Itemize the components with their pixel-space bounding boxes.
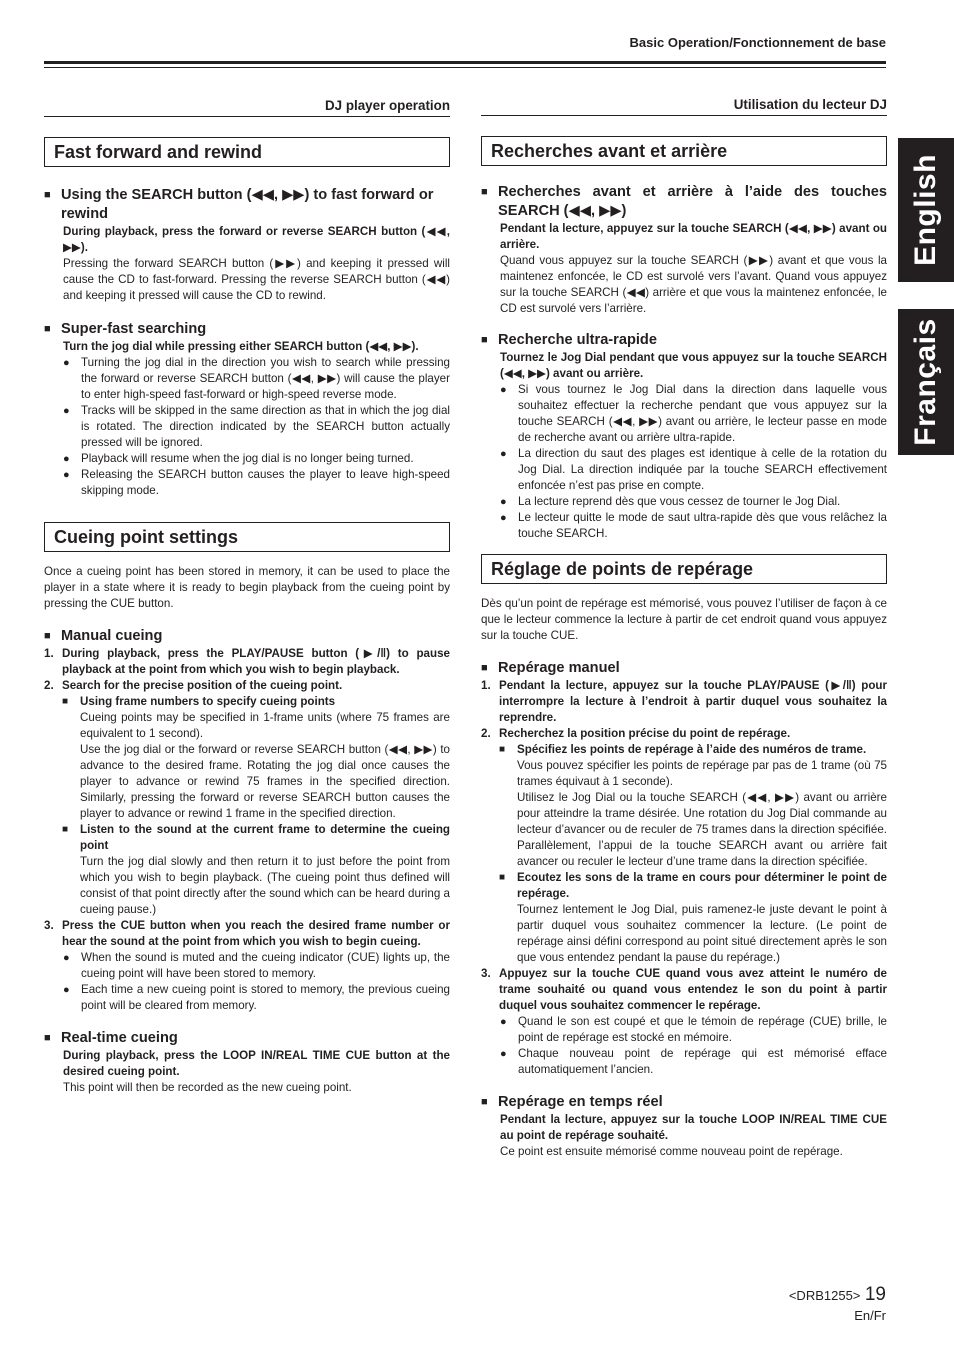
instruction: During playback, press the forward or reverse SEARCH button (◀◀, ▶▶). (63, 225, 450, 254)
dot-icon: ● (63, 984, 70, 996)
bullet-item: ● When the sound is muted and the cueing indicator (CUE) lights up, the cueing point will have been stored to memory. (63, 951, 450, 980)
bullet-item: ● Le lecteur quitte le mode de saut ultra-rapide dès que vous relâchez la touche SEARCH. (500, 511, 887, 540)
instruction: Pendant la lecture, appuyez sur la touche SEARCH (◀◀, ▶▶) avant ou arrière. (500, 222, 887, 251)
tab-francais: Français (898, 309, 954, 455)
dot-icon: ● (63, 405, 70, 417)
step: 1. During playback, press the PLAY/PAUSE button (▶/ǁ) to pause playback at the point from which you wish to begin playback. (44, 647, 450, 676)
subheading: ■ Real-time cueing (44, 1030, 178, 1046)
body-text: Utilisez le Jog Dial ou la touche SEARCH (◀◀, ▶▶) avant ou arrière pour atteindre la trame désirée. Une rotation du Jog Dial commande au lecteur d’avancer ou de reculer de 75 trames dans la direction spécifiée. Parallèlement, l’appui de la touche SEARCH avant ou arrière fait avancer ou reculer le lecteur d’une trame dans la direction spécifiée. (517, 791, 887, 868)
subheading: ■ Repérage manuel (481, 660, 620, 676)
dot-icon: ● (500, 1048, 507, 1060)
intro-text: Dès qu’un point de repérage est mémorisé, vous pouvez l’utiliser de façon à ce que le lecteur commence la lecture à partir de cet endroit quand vous appuyez sur la touche CUE. (481, 597, 887, 642)
intro-text: Once a cueing point has been stored in memory, it can be used to place the player in a state where it is ready to begin playback from the cueing point by pressing the CUE button. (44, 565, 450, 610)
subheading: ■ Super-fast searching (44, 321, 207, 337)
heading-fast-forward: Fast forward and rewind (44, 137, 450, 167)
step: 1. Pendant la lecture, appuyez sur la touche PLAY/PAUSE (▶/ǁ) pour interrompre la lecture à l’endroit à partir duquel vous souhaitez la reprendre. (481, 679, 887, 724)
dot-icon: ● (63, 357, 70, 369)
bullet-item: ● Each time a new cueing point is stored to memory, the previous cueing point will be cleared from memory. (63, 983, 450, 1012)
running-header: Basic Operation/Fonctionnement de base (629, 35, 886, 50)
bullet-item: ● La direction du saut des plages est identique à celle de la rotation du Jog Dial. La direction indiquée par la touche SEARCH effectivement enfoncée n’est pas prise en compte. (500, 447, 887, 492)
square-bullet-icon: ■ (44, 323, 51, 335)
section-title: Utilisation du lecteur DJ (481, 97, 887, 116)
header-rule-thick (44, 61, 886, 64)
square-bullet-icon: ■ (62, 696, 69, 707)
body-text: This point will then be recorded as the new cueing point. (63, 1081, 352, 1094)
bullet-item: ● Quand le son est coupé et que le témoin de repérage (CUE) brille, le point de repérage est stocké en mémoire. (500, 1015, 887, 1044)
body-text: Ce point est ensuite mémorisé comme nouveau point de repérage. (500, 1145, 843, 1158)
body-text: Use the jog dial or the forward or reverse SEARCH button (◀◀, ▶▶) to advance to the desired frame. Rotating the jog dial once causes the player to advance or rewind 75 frames in the specified direction. Similarly, pressing the forward or reverse SEARCH button causes the player to advance or rewind 1 frame in the specified direction. (80, 743, 450, 820)
bullet-item: ● Chaque nouveau point de repérage qui est mémorisé efface automatiquement l’ancien. (500, 1047, 887, 1076)
square-bullet-icon: ■ (481, 1096, 488, 1108)
dot-icon: ● (500, 496, 507, 508)
subheading: ■ Repérage en temps réel (481, 1094, 663, 1110)
page-footer (789, 1284, 886, 1323)
instruction: Turn the jog dial while pressing either SEARCH button (◀◀, ▶▶). (63, 340, 419, 353)
dot-icon: ● (500, 512, 507, 524)
dot-icon: ● (500, 1016, 507, 1028)
body-text: Tournez lentement le Jog Dial, puis ramenez-le juste devant le point à partir duquel vous souhaitez commencer la lecture. (Le point de repérage ainsi défini correspond au point situé directement après le son que vous entendez pendant la pause du repérage.) (517, 903, 887, 964)
sub-item-title: ■ Listen to the sound at the current frame to determine the cueing point (62, 823, 450, 852)
instruction: Pendant la lecture, appuyez sur la touche LOOP IN/REAL TIME CUE au point de repérage souhaité. (500, 1113, 887, 1142)
square-bullet-icon: ■ (499, 872, 506, 883)
dot-icon: ● (500, 448, 507, 460)
body-text: Vous pouvez spécifier les points de repérage par pas de 1 trame (où 75 trames équivaut à 1 seconde). (517, 759, 887, 788)
bullet-item: ● Releasing the SEARCH button causes the player to leave high-speed skipping mode. (63, 468, 450, 497)
bullet-item: ● Si vous tournez le Jog Dial dans la direction dans laquelle vous souhaitez effectuer la recherche pendant que vous appuyez sur la touche SEARCH (◀◀, ▶▶) avant ou arrière, le lecteur passe en mode de recherche avant ou arrière ultra-rapide. (500, 383, 887, 444)
left-column (44, 98, 450, 1096)
instruction: During playback, press the LOOP IN/REAL TIME CUE button at the desired cueing point. (63, 1049, 450, 1078)
heading-recherches: Recherches avant et arrière (481, 136, 887, 166)
tab-english: English (898, 138, 954, 282)
model-code: <DRB1255> (788, 1288, 861, 1303)
square-bullet-icon: ■ (44, 630, 51, 642)
dot-icon: ● (63, 453, 70, 465)
page-number: 19 (864, 1284, 886, 1305)
section-title: DJ player operation (44, 98, 450, 117)
heading-reglage: Réglage de points de repérage (481, 554, 887, 584)
dot-icon: ● (500, 384, 507, 396)
body-text: Quand vous appuyez sur la touche SEARCH (▶▶) avant et que vous la maintenez enfoncée, le CD est survolé vers l’avant. Quand vous appuyez sur la touche SEARCH (◀◀) arrière et que vous la maintenez enfoncée, le CD est survolé vers l’arrière. (500, 254, 887, 315)
heading-cueing-point-settings: Cueing point settings (44, 522, 450, 552)
dot-icon: ● (63, 952, 70, 964)
square-bullet-icon: ■ (499, 744, 506, 755)
language-code: En/Fr (854, 1308, 886, 1323)
sub-item-title: ■ Ecoutez les sons de la trame en cours pour déterminer le point de repérage. (499, 871, 887, 900)
instruction: Tournez le Jog Dial pendant que vous appuyez sur la touche SEARCH (◀◀, ▶▶) avant ou arrière. (500, 351, 887, 380)
step: 2. Search for the precise position of the cueing point. (44, 679, 343, 692)
bullet-item: ● Turning the jog dial in the direction you wish to search while pressing the forward or reverse SEARCH button (◀◀, ▶▶) will cause the player to enter high-speed fast-forward or high-speed reverse mode. (63, 356, 450, 401)
subheading: ■ Recherches avant et arrière à l’aide des touches SEARCH (◀◀, ▶▶) (481, 184, 887, 219)
square-bullet-icon: ■ (481, 334, 488, 346)
step: 3. Press the CUE button when you reach the desired frame number or hear the sound at the point from which you wish to begin cueing. (44, 919, 450, 948)
sub-item-title: ■ Using frame numbers to specify cueing points (62, 695, 336, 708)
square-bullet-icon: ■ (62, 824, 69, 835)
subheading: ■ Manual cueing (44, 628, 163, 644)
square-bullet-icon: ■ (44, 1032, 51, 1044)
body-text: Cueing points may be specified in 1-frame units (where 75 frames are equivalent to 1 second). (80, 711, 450, 740)
body-text: Turn the jog dial slowly and then return it to just before the point from which you wish to begin playback. (The cueing point thus defined will consist of that point directly after the sound which can be heard during a cueing pause.) (80, 855, 450, 916)
bullet-item: ● La lecture reprend dès que vous cessez de tourner le Jog Dial. (500, 495, 841, 508)
header-rule-thin (44, 67, 886, 68)
step: 3. Appuyez sur la touche CUE quand vous avez atteint le numéro de trame souhaité ou quand vous entendez le son du point à partir duquel vous souhaitez commencer le repérage. (481, 967, 887, 1012)
right-column (481, 97, 887, 1160)
square-bullet-icon: ■ (481, 186, 488, 198)
bullet-item: ● Playback will resume when the jog dial is no longer being turned. (63, 452, 414, 465)
step: 2. Recherchez la position précise du point de repérage. (481, 727, 791, 740)
sub-item-title: ■ Spécifiez les points de repérage à l’aide des numéros de trame. (499, 743, 867, 756)
subheading: ■ Using the SEARCH button (◀◀, ▶▶) to fast forward or rewind (44, 187, 434, 222)
bullet-item: ● Tracks will be skipped in the same direction as that in which the jog dial is rotated. The direction indicated by the SEARCH button actually pressed will be ignored. (63, 404, 450, 449)
subheading: ■ Recherche ultra-rapide (481, 332, 657, 348)
body-text: Pressing the forward SEARCH button (▶▶) and keeping it pressed will cause the CD to fast-forward. Pressing the reverse SEARCH button (◀◀) and keeping it pressed will cause the CD to rewind. (63, 257, 450, 302)
dot-icon: ● (63, 469, 70, 481)
square-bullet-icon: ■ (44, 189, 51, 201)
square-bullet-icon: ■ (481, 662, 488, 674)
